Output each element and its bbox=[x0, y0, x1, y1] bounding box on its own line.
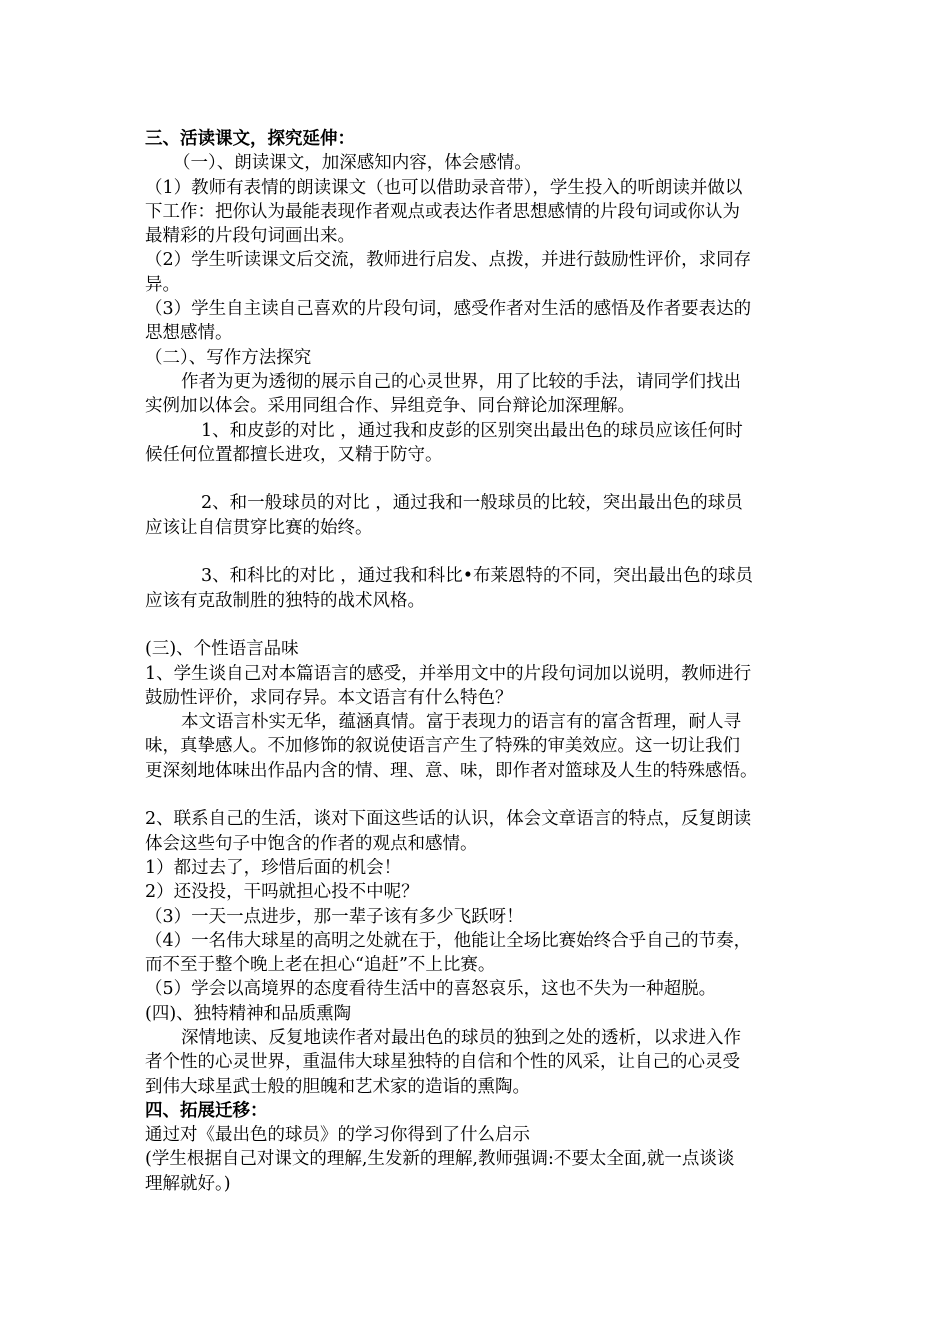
spacer bbox=[145, 540, 815, 564]
paragraph-line: 体会这些句子中饱含的作者的观点和感情。 bbox=[145, 833, 478, 854]
paragraph-line: （3）学生自主读自己喜欢的片段句词，感受作者对生活的感悟及作者要表达的 bbox=[145, 299, 752, 320]
paragraph-line: 味，真挚感人。不加修饰的叙说使语言产生了特殊的审美效应。这一切让我们 bbox=[145, 736, 740, 757]
paragraph-line: 理解就好。) bbox=[145, 1173, 231, 1194]
paragraph-line: (学生根据自己对课文的理解,生发新的理解,教师强调:不要太全面,就一点谈谈 bbox=[145, 1149, 735, 1170]
paragraph-line: 作者为更为透彻的展示自己的心灵世界，用了比较的手法，请同学们找出 bbox=[181, 371, 741, 392]
spacer bbox=[145, 613, 815, 637]
paragraph-line: 实例加以体会。采用同组合作、异组竞争、同台辩论加深理解。 bbox=[145, 396, 635, 417]
subsection-heading-1: （一）、朗读课文，加深感知内容，体会感情。 bbox=[173, 153, 532, 174]
paragraph-line: 思想感情。 bbox=[145, 323, 233, 344]
paragraph-line: 异。 bbox=[145, 274, 180, 295]
paragraph-line: 候任何位置都擅长进攻，又精于防守。 bbox=[145, 444, 443, 465]
list-item: （3）一天一点进步，那一辈子该有多少飞跃呀！ bbox=[145, 906, 524, 927]
paragraph-line: 更深刻地体味出作品内含的情、理、意、味，即作者对篮球及人生的特殊感悟。 bbox=[145, 760, 758, 781]
list-item: 1、和皮彭的对比 ，通过我和皮彭的区别突出最出色的球员应该任何时 bbox=[201, 420, 743, 441]
spacer bbox=[145, 783, 815, 807]
list-item: （4）一名伟大球星的高明之处就在于，他能让全场比赛始终合乎自己的节奏， bbox=[145, 930, 752, 951]
paragraph-line: 最精彩的片段句词画出来。 bbox=[145, 226, 355, 247]
paragraph-line: 1、学生谈自己对本篇语言的感受，并举用文中的片段句词加以说明，教师进行 bbox=[145, 663, 752, 684]
document-body bbox=[145, 127, 815, 1196]
list-item: （5）学会以高境界的态度看待生活中的喜怒哀乐，这也不失为一种超脱。 bbox=[145, 979, 717, 1000]
paragraph-line: 2、联系自己的生活，谈对下面这些话的认识，体会文章语言的特点，反复朗读 bbox=[145, 809, 752, 830]
spacer bbox=[145, 467, 815, 491]
paragraph-line: （1）教师有表情的朗读课文（也可以借助录音带），学生投入的听朗读并做以 bbox=[145, 177, 743, 198]
paragraph-line: 到伟大球星武士般的胆魄和艺术家的造诣的熏陶。 bbox=[145, 1076, 530, 1097]
paragraph-line: 通过对《最出色的球员》的学习你得到了什么启示 bbox=[145, 1125, 530, 1146]
subsection-heading-2: （二）、写作方法探究 bbox=[145, 347, 312, 368]
list-item: 3、和科比的对比 ，通过我和科比•布莱恩特的不同，突出最出色的球员 bbox=[201, 566, 754, 587]
paragraph-line: 下工作：把你认为最能表现作者观点或表达作者思想感情的片段句词或你认为 bbox=[145, 201, 740, 222]
paragraph-line: 应该有克敌制胜的独特的战术风格。 bbox=[145, 590, 425, 611]
subsection-heading-4: (四)、独特精神和品质熏陶 bbox=[145, 1003, 352, 1024]
paragraph-line: 鼓励性评价，求同存异。本文语言有什么特色？ bbox=[145, 687, 513, 708]
subsection-heading-3: (三)、个性语言品味 bbox=[145, 639, 299, 660]
paragraph-line: 而不至于整个晚上老在担心“追赶”不上比赛。 bbox=[145, 955, 496, 976]
list-item: 2）还没投，干吗就担心投不中呢？ bbox=[145, 882, 419, 903]
paragraph-line: 深情地读、反复地读作者对最出色的球员的独到之处的透析，以求进入作 bbox=[181, 1027, 741, 1048]
paragraph-line: 本文语言朴实无华，蕴涵真情。富于表现力的语言有的富含哲理，耐人寻 bbox=[181, 712, 741, 733]
section-heading-3: 三、活读课文，探究延伸： bbox=[145, 129, 355, 149]
paragraph-line: （2）学生听读课文后交流，教师进行启发、点拨，并进行鼓励性评价，求同存 bbox=[145, 250, 752, 271]
paragraph-line: 应该让自信贯穿比赛的始终。 bbox=[145, 517, 373, 538]
section-heading-4: 四、拓展迁移： bbox=[145, 1100, 268, 1121]
list-item: 1）都过去了，珍惜后面的机会！ bbox=[145, 857, 402, 878]
paragraph-line: 者个性的心灵世界，重温伟大球星独特的自信和个性的风采，让自己的心灵受 bbox=[145, 1052, 740, 1073]
list-item: 2、和一般球员的对比 ，通过我和一般球员的比较，突出最出色的球员 bbox=[201, 493, 743, 514]
